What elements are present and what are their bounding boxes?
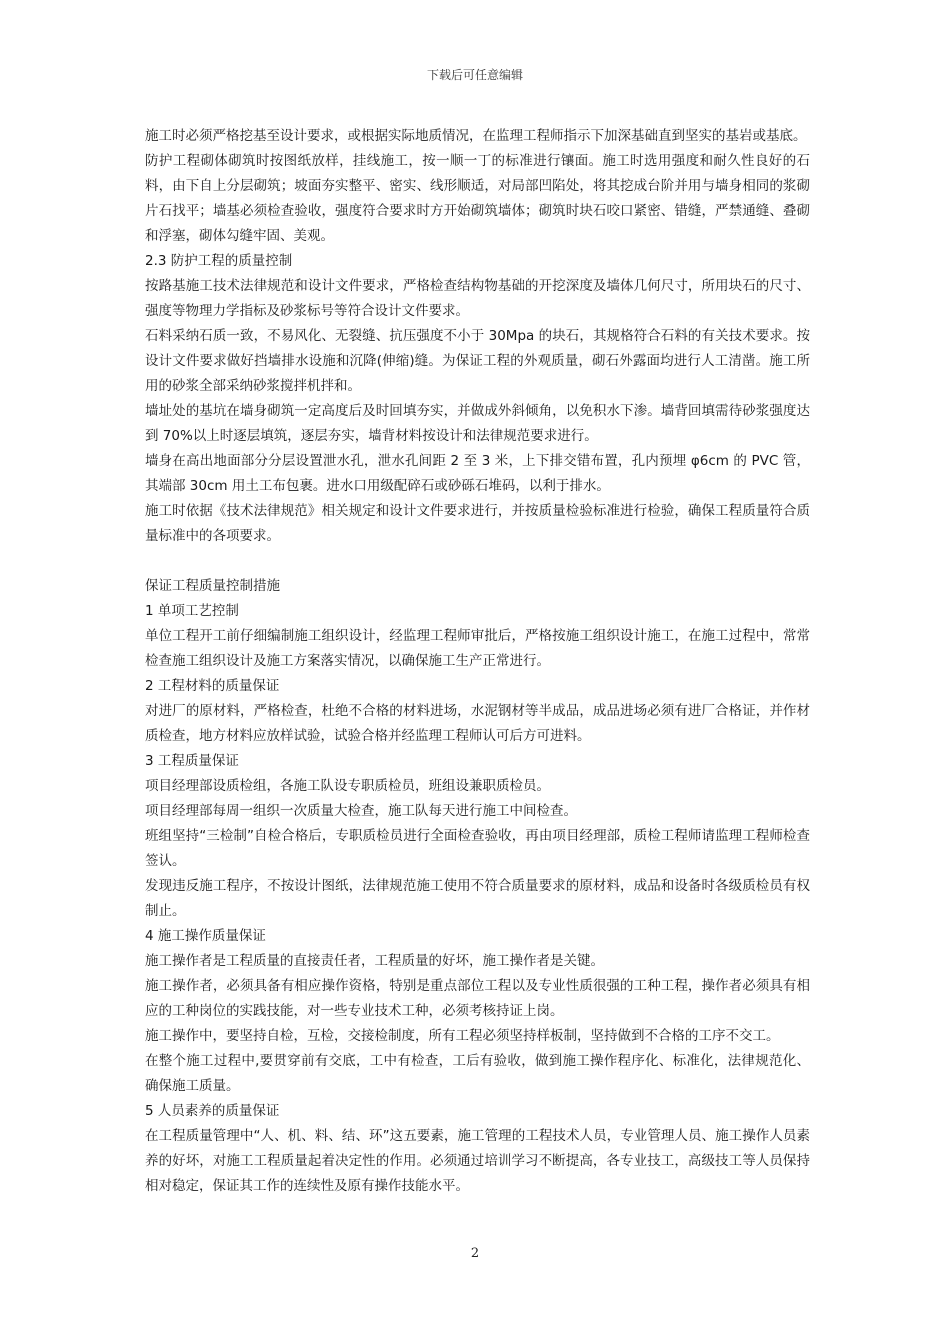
paragraph: 按路基施工技术法律规范和设计文件要求，严格检查结构物基础的开挖深度及墙体几何尺寸，所用块石的尺寸、强度等物理力学指标及砂浆标号等符合设计文件要求。	[145, 278, 810, 319]
section-heading: 1 单项工艺控制	[145, 603, 239, 619]
section-heading: 3 工程质量保证	[145, 753, 239, 769]
paragraph: 施工操作中，要坚持自检，互检，交接检制度，所有工程必须坚持样板制，坚持做到不合格的工序不交工。	[145, 1028, 780, 1044]
paragraph: 班组坚持“三检制”自检合格后，专职质检员进行全面检查验收，再由项目经理部，质检工程师请监理工程师检查签认。	[145, 828, 810, 869]
paragraph: 发现违反施工程序，不按设计图纸，法律规范施工使用不符合质量要求的原材料，成品和设备时各级质检员有权制止。	[145, 878, 810, 919]
paragraph: 墙身在高出地面部分分层设置泄水孔，泄水孔间距 2 至 3 米，上下排交错布置，孔内预埋 φ6cm 的 PVC 管，其端部 30cm 用土工布包裹。进水口用级配碎石或砂砾石堆码，以利于排水。	[145, 453, 810, 494]
section-heading: 2 工程材料的质量保证	[145, 678, 280, 694]
paragraph: 在整个施工过程中,要贯穿前有交底，工中有检查，工后有验收，做到施工操作程序化、标准化，法律规范化、确保施工质量。	[145, 1053, 810, 1094]
paragraph: 在工程质量管理中“人、机、料、结、环”这五要素，施工管理的工程技术人员，专业管理人员、施工操作人员素养的好坏，对施工工程质量起着决定性的作用。必须通过培训学习不断提高，各专业技工，高级技工等人员保持相对稳定，保证其工作的连续性及原有操作技能水平。	[145, 1128, 810, 1194]
paragraph: 施工时依据《技术法律规范》相关规定和设计文件要求进行，并按质量检验标准进行检验，确保工程质量符合质量标准中的各项要求。	[145, 503, 810, 544]
page-number: 2	[470, 1246, 480, 1261]
section-heading: 4 施工操作质量保证	[145, 928, 266, 944]
paragraph: 项目经理部设质检组，各施工队设专职质检员，班组设兼职质检员。	[145, 778, 550, 794]
paragraph: 项目经理部每周一组织一次质量大检查，施工队每天进行施工中间检查。	[145, 803, 577, 819]
blank-line	[145, 549, 810, 574]
paragraph: 对进厂的原材料，严格检查，杜绝不合格的材料进场，水泥钢材等半成品，成品进场必须有进厂合格证，并作材质检查，地方材料应放样试验，试验合格并经监理工程师认可后方可进料。	[145, 703, 810, 744]
paragraph: 施工时必须严格挖基至设计要求，或根据实际地质情况，在监理工程师指示下加深基础直到坚实的基岩或基底。	[145, 128, 807, 144]
paragraph: 施工操作者是工程质量的直接责任者，工程质量的好坏，施工操作者是关键。	[145, 953, 604, 969]
paragraph: 施工操作者，必须具备有相应操作资格，特别是重点部位工程以及专业性质很强的工种工程，操作者必须具有相应的工种岗位的实践技能，对一些专业技术工种，必须考核持证上岗。	[145, 978, 810, 1019]
document-body	[145, 124, 810, 1199]
paragraph: 防护工程砌体砌筑时按图纸放样，挂线施工，按一顺一丁的标准进行镶面。施工时选用强度和耐久性良好的石料，由下自上分层砌筑；坡面夯实整平、密实、线形顺适，对局部凹陷处，将其挖成台阶并用与墙身相同的浆砌片石找平；墙基必须检查验收，强度符合要求时方开始砌筑墙体；砌筑时块石咬口紧密、错缝，严禁通缝、叠砌和浮塞，砌体勾缝牢固、美观。	[145, 153, 810, 244]
page-header: 下载后可任意编辑	[426, 68, 523, 82]
section-heading: 2.3 防护工程的质量控制	[145, 253, 293, 269]
section-heading: 5 人员素养的质量保证	[145, 1103, 280, 1119]
paragraph: 石料采纳石质一致，不易风化、无裂缝、抗压强度不小于 30Mpa 的块石，其规格符合石料的有关技术要求。按设计文件要求做好挡墙排水设施和沉降(伸缩)缝。为保证工程的外观质量，砌石外露面均进行人工清凿。施工所用的砂浆全部采纳砂浆搅拌机拌和。	[145, 328, 810, 394]
paragraph: 墙址处的基坑在墙身砌筑一定高度后及时回填夯实，并做成外斜倾角，以免积水下渗。墙背回填需待砂浆强度达到 70%以上时逐层填筑，逐层夯实，墙背材料按设计和法律规范要求进行。	[145, 403, 810, 444]
paragraph: 单位工程开工前仔细编制施工组织设计，经监理工程师审批后，严格按施工组织设计施工，在施工过程中，常常检查施工组织设计及施工方案落实情况，以确保施工生产正常进行。	[145, 628, 810, 669]
section-heading: 保证工程质量控制措施	[145, 578, 280, 594]
